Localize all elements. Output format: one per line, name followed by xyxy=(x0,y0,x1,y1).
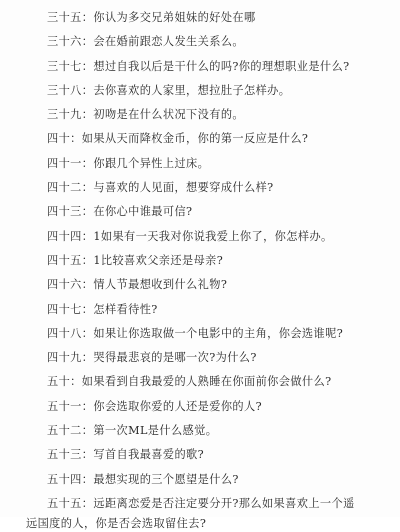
list-item: 五十四：最想实现的三个愿望是什么? xyxy=(47,472,239,486)
list-item: 四十九：哭得最悲哀的是哪一次?为什么? xyxy=(47,351,257,365)
list-item: 五十五：远距离恋爱是否注定要分开?那么如果喜欢上一个遥 xyxy=(47,496,355,510)
list-item: 四十八：如果让你选取做一个电影中的主角，你会选谁呢? xyxy=(47,326,344,340)
list-item: 三十七：想过自我以后是干什么的吗?你的理想职业是什么? xyxy=(47,59,350,73)
list-item: 五十一：你会选取你爱的人还是爱你的人? xyxy=(47,399,262,413)
list-item: 三十六：会在婚前跟恋人发生关系么。 xyxy=(47,35,244,49)
list-item: 四十六：情人节最想收到什么礼物? xyxy=(47,278,228,292)
list-item: 五十二：第一次ML是什么感觉。 xyxy=(47,424,218,438)
list-item: 五十：如果看到自我最爱的人熟睡在你面前你会做什么? xyxy=(47,375,332,389)
list-item: 四十四：1如果有一天我对你说我爱上你了，你怎样办。 xyxy=(47,229,333,243)
list-item: 四十三：在你心中谁最可信? xyxy=(47,205,193,219)
list-item: 四十：如果从天而降枚金币，你的第一反应是什么? xyxy=(47,132,309,146)
list-item: 四十二：与喜欢的人见面，想要穿成什么样? xyxy=(47,181,274,195)
list-item: 三十八：去你喜欢的人家里，想拉肚子怎样办。 xyxy=(47,83,291,97)
list-item: 四十一：你跟几个异性上过床。 xyxy=(47,156,210,170)
question-list xyxy=(0,6,400,532)
list-item: 五十三：写首自我最喜爱的歌? xyxy=(47,448,205,462)
list-item: 三十五：你认为多交兄弟姐妹的好处在哪 xyxy=(47,11,256,24)
list-item: 四十七：怎样看待性? xyxy=(47,302,158,316)
list-item: 三十九：初吻是在什么状况下没有的。 xyxy=(47,108,244,122)
list-item-continuation: 远国度的人，你是否会选取留住去? xyxy=(26,517,207,531)
list-item: 四十五：1比较喜欢父亲还是母亲? xyxy=(47,253,224,267)
